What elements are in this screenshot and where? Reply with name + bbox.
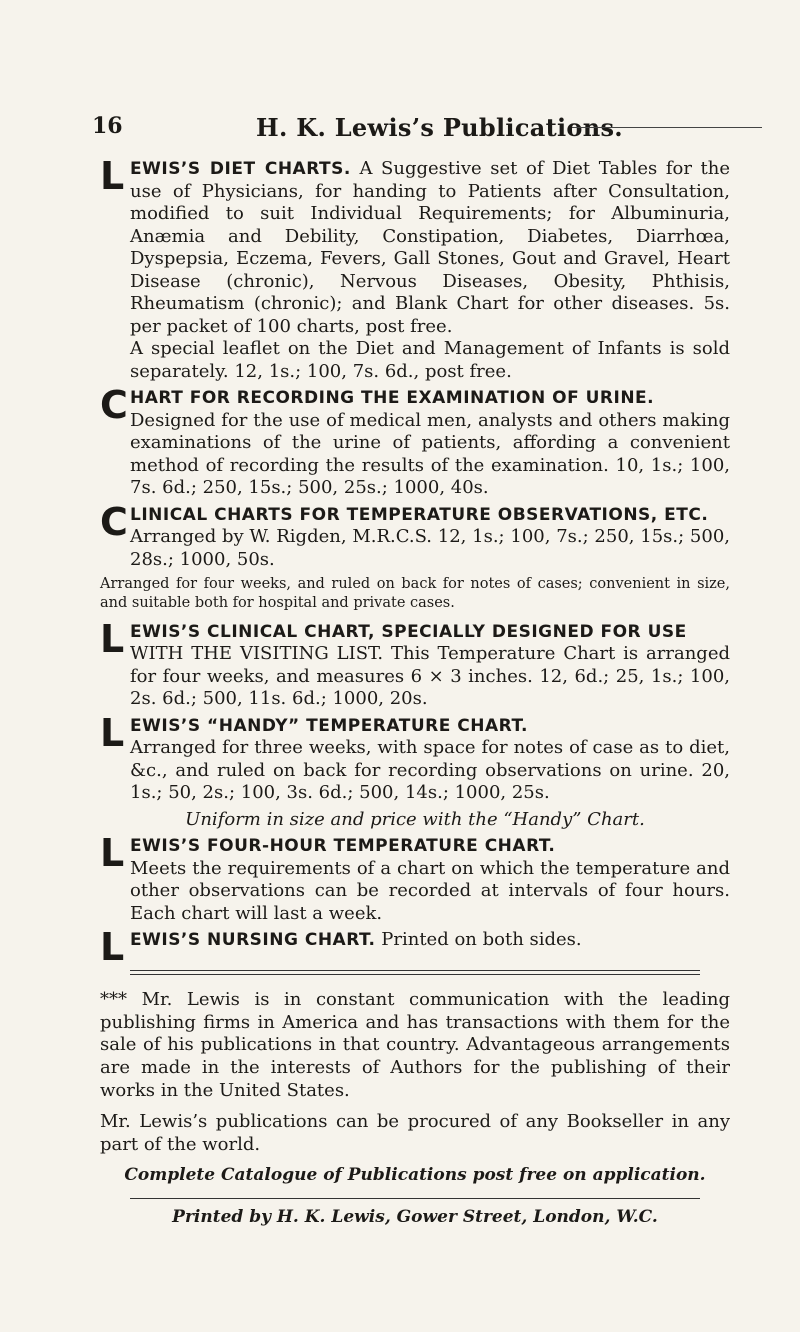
entry-heading: EWIS’S “HANDY” TEMPERATURE CHART.	[130, 715, 528, 736]
running-title: H. K. Lewis’s Publications.	[256, 113, 623, 142]
printer-imprint: Printed by H. K. Lewis, Gower Street, London, W.C.	[172, 1206, 658, 1227]
entry-body: WITH THE VISITING LIST. This Temperature Chart is arranged for four weeks, and measures 6 × 3 inches. 12, 6d.; 25, 1s.; 100, 2s. 6d.; 500, 11s. 6d.; 1000, 20s.	[130, 643, 730, 710]
drop-initial: L	[100, 925, 125, 970]
entry-body: Meets the requirements of a chart on which the temperature and other observations can be recorded at intervals of four hours. Each chart will last a week.	[130, 857, 730, 924]
entry-extra: A special leaflet on the Diet and Management of Infants is sold separately. 12, 1s.; 100, 7s. 6d., post free.	[130, 338, 730, 382]
footer-rule	[130, 1198, 700, 1199]
entry-text	[130, 504, 730, 572]
entry-heading: EWIS’S DIET CHARTS.	[130, 159, 351, 179]
entry-heading: EWIS’S FOUR-HOUR TEMPERATURE CHART.	[130, 836, 556, 857]
entry-body: Designed for the use of medical men, analysts and others making examinations of the urine of patients, affording a convenient method of recording the results of the examination. 10, 1s.; 100, 7s. 6d.; 250, 15s.; 500, 25s.; 1000, 40s.	[130, 409, 730, 498]
entry-heading: LINICAL CHARTS FOR TEMPERATURE OBSERVATIONS, ETC.	[130, 504, 709, 525]
entry-body: Arranged for three weeks, with space for notes of case as to diet, &c., and ruled on back for recording observations on urine. 20, 1s.; 50, 2s.; 100, 3s. 6d.; 500, 14s.; 1000, 25s.	[130, 737, 730, 804]
page-content	[100, 154, 730, 1228]
double-rule	[130, 970, 700, 975]
drop-initial: C	[100, 383, 128, 427]
entry-text	[130, 835, 730, 925]
page-header	[92, 113, 724, 147]
entry-clinical-charts	[100, 499, 730, 572]
entry-body: A Suggestive set of Diet Tables for the use of Physicians, for handing to Patients after Consultation, modified to suit Individual Requirements; for Albuminuria, Anæmia and Debility, Constipation, Diabetes, Diarrhœa, Dyspepsia, Eczema, Fevers, Gall Stones, Gout and Gravel, Heart Disease (chronic), Nervous Diseases, Obesity, Phthisis, Rheumatism (chronic); and Blank Chart for other diseases. 5s. per packet of 100 charts, post free.	[130, 158, 730, 337]
drop-initial: L	[100, 154, 125, 198]
catalogue-note: Complete Catalogue of Publications post free on application.	[124, 1164, 706, 1185]
entry-heading: EWIS’S NURSING CHART.	[130, 930, 376, 951]
entry-text	[130, 387, 730, 500]
header-rule	[572, 127, 762, 128]
entry-clinical-chart-visiting-list	[100, 616, 730, 711]
drop-initial: L	[100, 616, 125, 661]
drop-initial: L	[100, 710, 125, 755]
entry-body: Arranged by W. Rigden, M.R.C.S. 12, 1s.; 100, 7s.; 250, 15s.; 500, 28s.; 1000, 50s.	[130, 526, 730, 570]
entry-handy-chart	[100, 710, 730, 805]
entry-text	[130, 715, 730, 805]
drop-initial: L	[100, 831, 125, 876]
entry-heading: EWIS’S CLINICAL CHART, SPECIALLY DESIGNED FOR USE	[130, 621, 687, 642]
notice-paragraph-1: *** Mr. Lewis is in constant communication with the leading publishing firms in America and has transactions with them for the sale of his publications in that country. Advantageous arrangements are made in the interests of Authors for the publishing of their works in the United States.	[100, 988, 730, 1102]
entry-text	[130, 158, 730, 338]
entry-text	[130, 621, 730, 711]
notice-section	[100, 989, 730, 1186]
entry-heading: HART FOR RECORDING THE EXAMINATION OF URINE.	[130, 388, 655, 408]
page-number: 16	[92, 113, 123, 139]
entry-four-hour-chart	[100, 831, 730, 925]
entry-body: Printed on both sides.	[381, 929, 582, 951]
entry-note: Arranged for four weeks, and ruled on back for notes of cases; convenient in size, and suitable both for hospital and private cases.	[100, 576, 730, 611]
entry-text	[130, 929, 730, 952]
notice-paragraph-2: Mr. Lewis’s publications can be procured of any Bookseller in any part of the world.	[100, 1110, 730, 1155]
entry-urine-chart	[100, 383, 730, 500]
entry-diet-charts	[100, 154, 730, 383]
drop-initial: C	[100, 499, 128, 544]
entry-nursing-chart	[100, 925, 730, 970]
entry-italic-note: Uniform in size and price with the “Handy” Chart.	[185, 808, 645, 830]
